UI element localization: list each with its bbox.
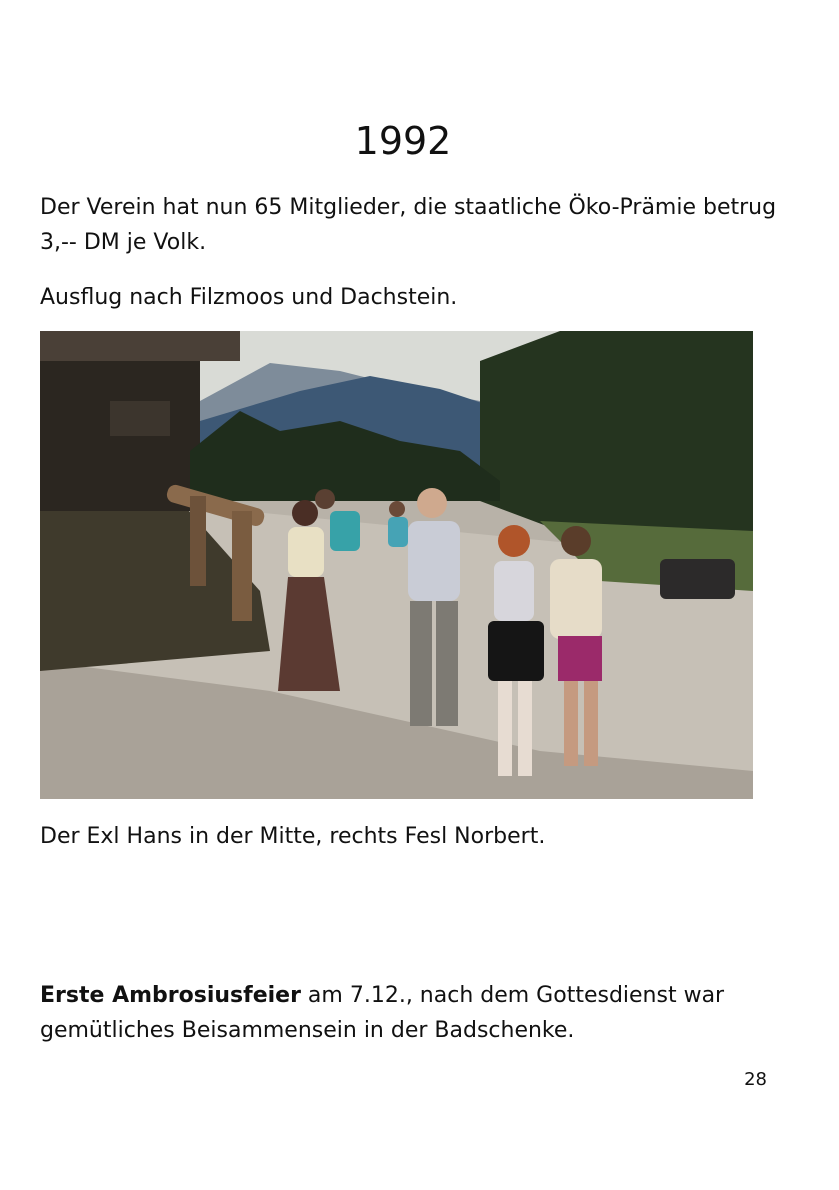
excursion-photo bbox=[40, 331, 753, 799]
hut-window bbox=[110, 401, 170, 436]
hut-roof bbox=[40, 331, 240, 361]
paragraph-excursion: Ausflug nach Filzmoos und Dachstein. bbox=[40, 285, 458, 310]
paragraph-members: Der Verein hat nun 65 Mitglieder, die staatliche Öko-Prämie betrug 3,-- DM je Volk. bbox=[40, 195, 777, 255]
parked-car bbox=[660, 559, 735, 599]
fence-post bbox=[232, 511, 252, 621]
forest-right bbox=[480, 331, 753, 551]
photo-caption: Der Exl Hans in der Mitte, rechts Fesl Norbert. bbox=[40, 824, 546, 849]
fence-post bbox=[190, 496, 206, 586]
paragraph-ambrosius bbox=[40, 978, 780, 1048]
year-heading: 1992 bbox=[354, 119, 452, 163]
ambrosius-title: Erste Ambrosiusfeier bbox=[40, 983, 301, 1008]
page-number: 28 bbox=[744, 1069, 767, 1090]
ambrosius-text: am 7.12., nach dem Gottesdienst war gemütliches Beisammensein in der Badschenke. bbox=[40, 983, 725, 1043]
